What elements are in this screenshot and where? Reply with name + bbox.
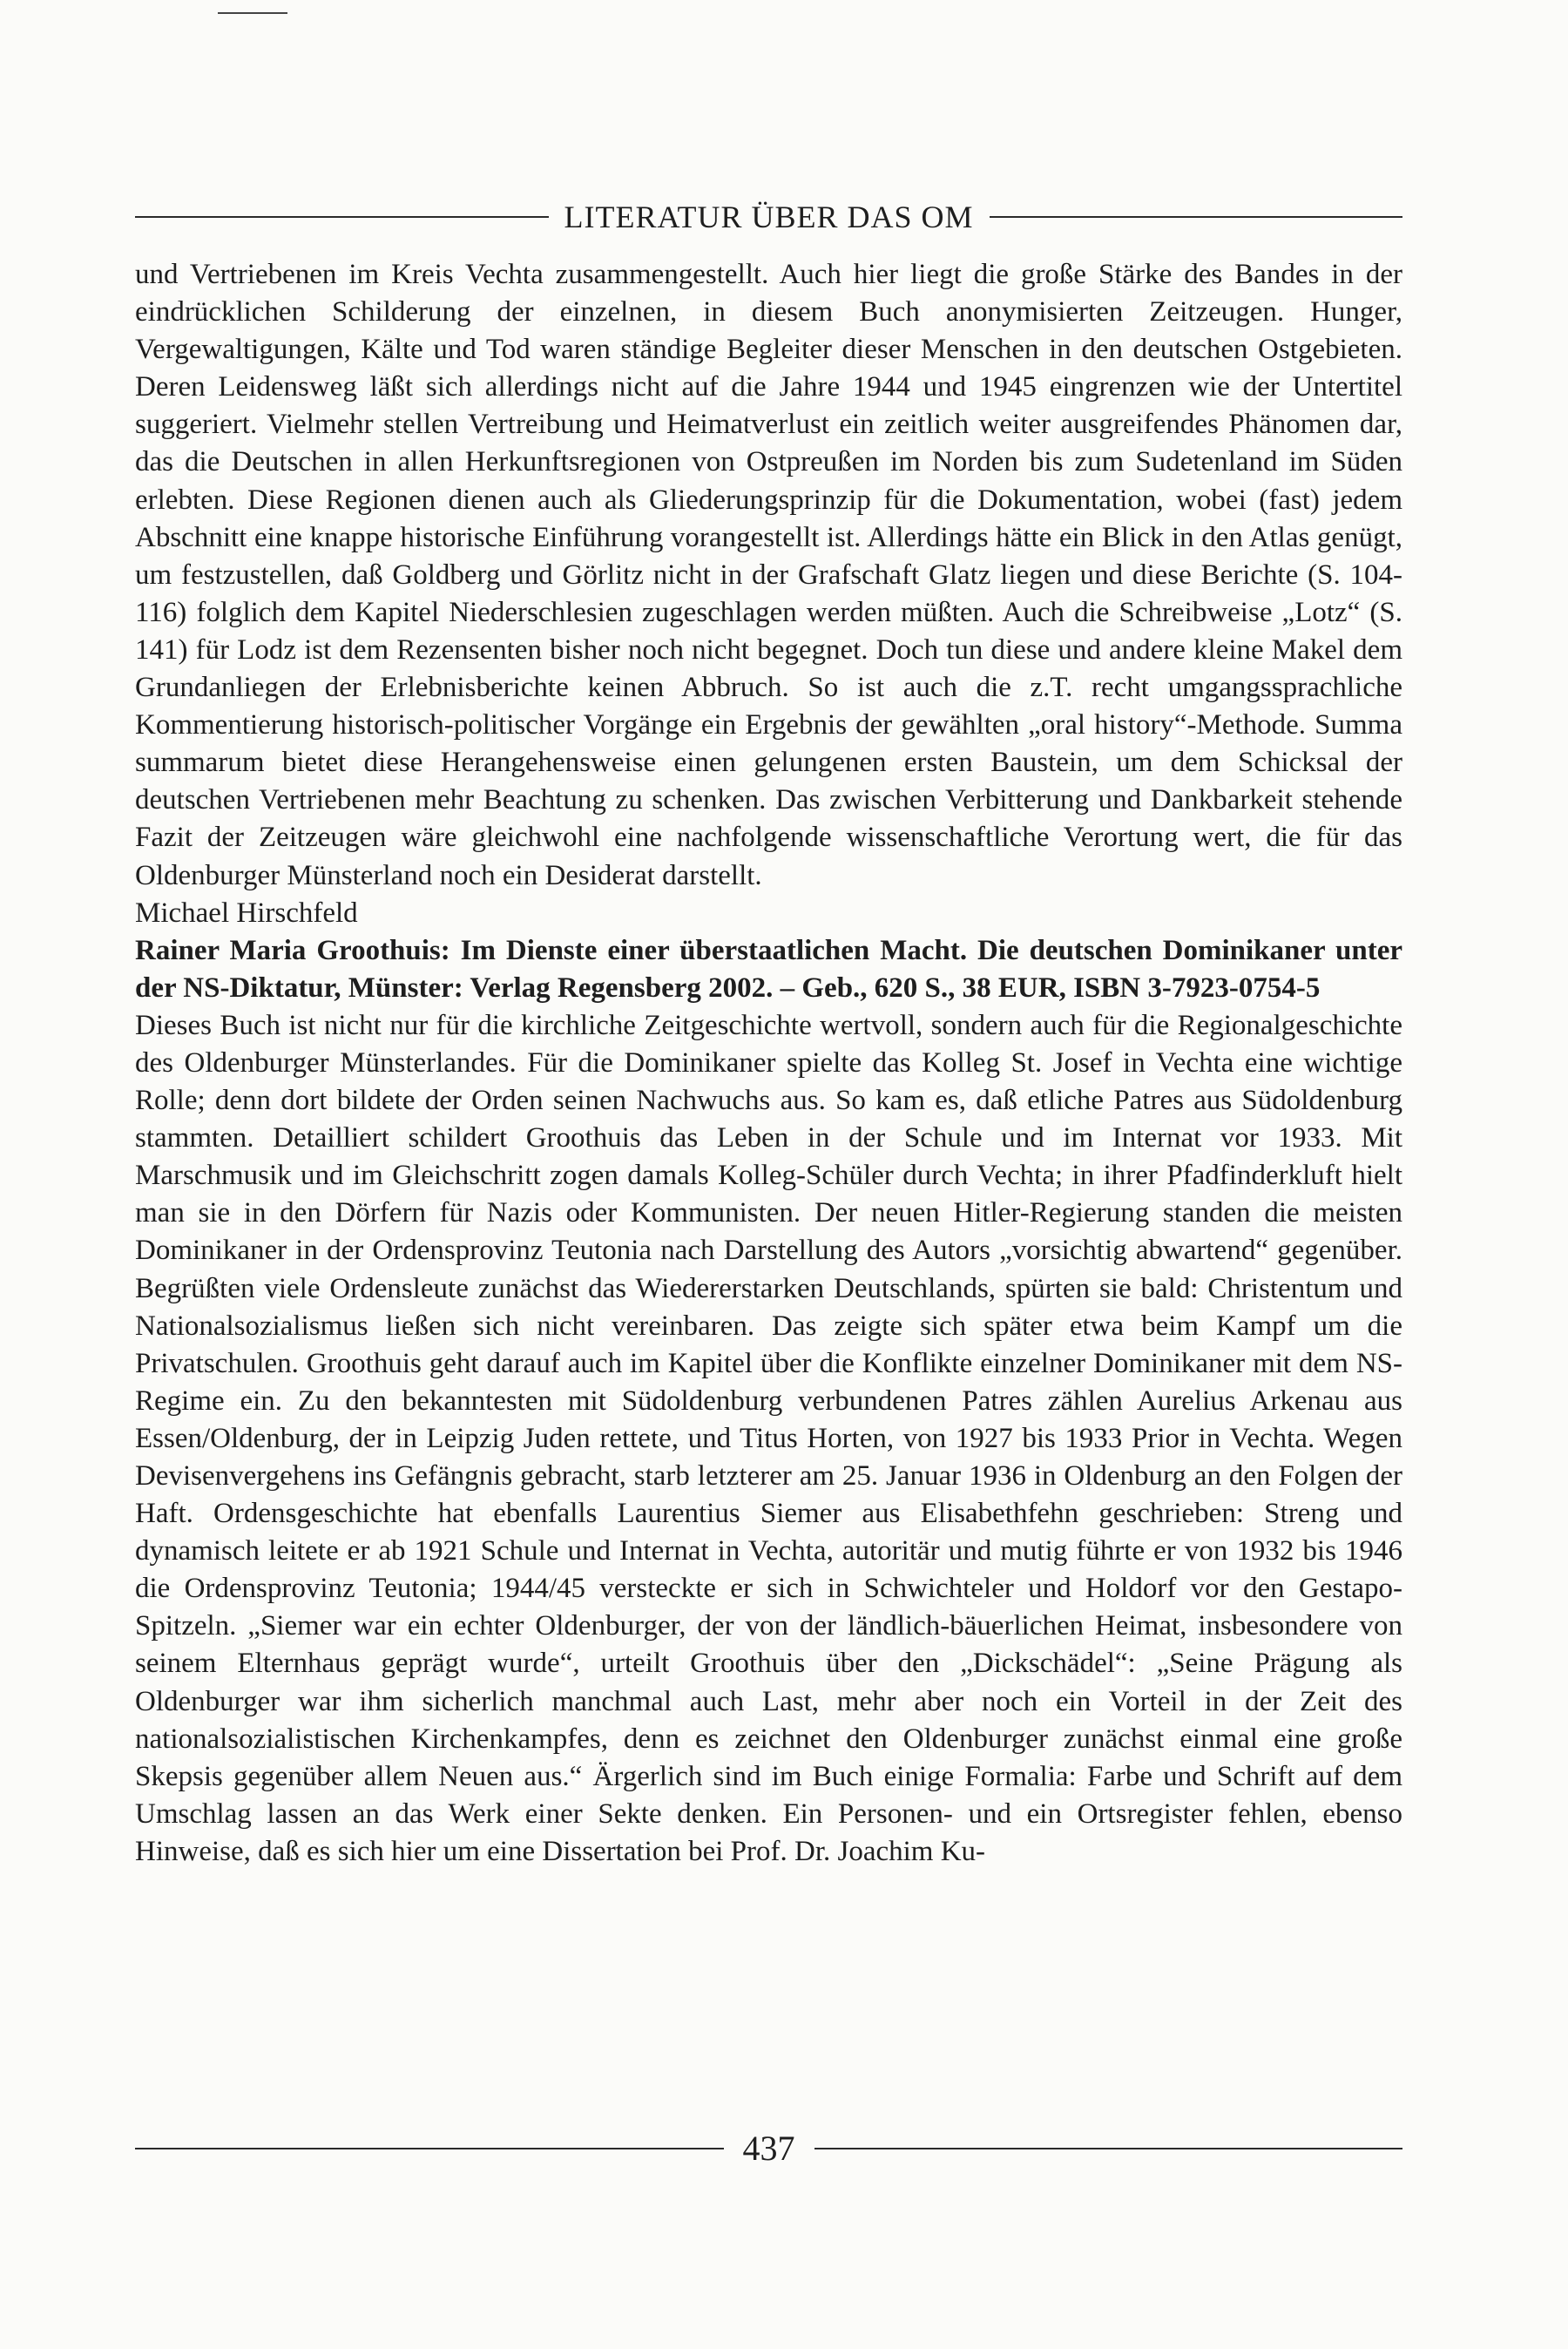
page-content [135, 256, 1402, 1871]
running-header-title: LITERATUR ÜBER DAS OM [564, 200, 974, 234]
page-footer [135, 2128, 1402, 2169]
page-number: 437 [742, 2129, 795, 2168]
top-edge-rule [218, 12, 287, 14]
footer-rule-right [814, 2148, 1403, 2149]
review-2-body: Dieses Buch ist nicht nur für die kirchliche Zeitgeschichte wertvoll, sondern auch für die Regionalgeschichte des Oldenburger Münsterlandes. Für die Dominikaner spielte das Kolleg St. Josef in Vechta eine wichtige Rolle; denn dort bildete der Orden seinen Nachwuchs aus. So kam es, daß etliche Patres aus Südoldenburg stammten. Detailliert schildert Groothuis das Leben in der Schule und im Internat vor 1933. Mit Marschmusik und im Gleichschritt zogen damals Kolleg-Schüler durch Vechta; in ihrer Pfadfinderkluft hielt man sie in den Dörfern für Nazis oder Kommunisten. Der neuen Hitler-Regierung standen die meisten Dominikaner in der Ordensprovinz Teutonia nach Darstellung des Autors „vorsichtig abwartend“ gegenüber. Begrüßten viele Ordensleute zunächst das Wiedererstarken Deutschlands, spürten sie bald: Christentum und Nationalsozialismus ließen sich nicht vereinbaren. Das zeigte sich später etwa beim Kampf um die Privatschulen. Groothuis geht darauf auch im Kapitel über die Konflikte einzelner Dominikaner mit dem NS-Regime ein. Zu den bekanntesten mit Südoldenburg verbundenen Patres zählen Aurelius Arkenau aus Essen/Oldenburg, der in Leipzig Juden rettete, und Titus Horten, von 1927 bis 1933 Prior in Vechta. Wegen Devisenvergehens ins Gefängnis gebracht, starb letzterer am 25. Januar 1936 in Oldenburg an den Folgen der Haft. Ordensgeschichte hat ebenfalls Laurentius Siemer aus Elisabethfehn geschrieben: Streng und dynamisch leitete er ab 1921 Schule und Internat in Vechta, autoritär und mutig führte er von 1932 bis 1946 die Ordensprovinz Teutonia; 1944/45 versteckte er sich in Schwichteler und Holdorf vor den Gestapo-Spitzeln. „Siemer war ein echter Oldenburger, der von der ländlich-bäuerlichen Heimat, insbesondere von seinem Elternhaus geprägt wurde“, urteilt Groothuis über den „Dickschädel“: „Seine Prägung als Oldenburger war ihm sicherlich manchmal auch Last, mehr aber noch ein Vorteil in der Zeit des nationalsozialistischen Kirchenkampfes, denn es zeichnet den Oldenburger zunächst einmal eine große Skepsis gegenüber allem Neuen aus.“ Ärgerlich sind im Buch einige Formalia: Farbe und Schrift auf dem Umschlag lassen an das Werk einer Sekte denken. Ein Personen- und ein Ortsregister fehlen, ebenso Hinweise, daß es sich hier um eine Dissertation bei Prof. Dr. Joachim Ku- [135, 1009, 1402, 1867]
running-header [135, 199, 1402, 235]
header-rule-right [990, 216, 1403, 218]
header-rule-left [135, 216, 549, 218]
review-1-author: Michael Hirschfeld [135, 897, 358, 929]
review-2-title: Rainer Maria Groothuis: Im Dienste einer überstaatlichen Macht. Die deutschen Dominikaner unter der NS-Diktatur, Münster: Verlag Regensberg 2002. – Geb., 620 S., 38 EUR, ISBN 3-7923-0754-5 [135, 934, 1402, 1004]
footer-rule-left [135, 2148, 724, 2149]
review-1-body: und Vertriebenen im Kreis Vechta zusammengestellt. Auch hier liegt die große Stärke des Bandes in der eindrücklichen Schilderung der einzelnen, in diesem Buch anonymisierten Zeitzeugen. Hunger, Vergewaltigungen, Kälte und Tod waren ständige Begleiter dieser Menschen in den deutschen Ostgebieten. Deren Leidensweg läßt sich allerdings nicht auf die Jahre 1944 und 1945 eingrenzen wie der Untertitel suggeriert. Vielmehr stellen Vertreibung und Heimatverlust ein zeitlich weiter ausgreifendes Phänomen dar, das die Deutschen in allen Herkunftsregionen von Ostpreußen im Norden bis zum Sudetenland im Süden erlebten. Diese Regionen dienen auch als Gliederungsprinzip für die Dokumentation, wobei (fast) jedem Abschnitt eine knappe historische Einführung vorangestellt ist. Allerdings hätte ein Blick in den Atlas genügt, um festzustellen, daß Goldberg und Görlitz nicht in der Grafschaft Glatz liegen und diese Berichte (S. 104-116) folglich dem Kapitel Niederschlesien zugeschlagen werden müßten. Auch die Schreibweise „Lotz“ (S. 141) für Lodz ist dem Rezensenten bisher noch nicht begegnet. Doch tun diese und andere kleine Makel dem Grundanliegen der Erlebnisberichte keinen Abbruch. So ist auch die z.T. recht umgangssprachliche Kommentierung historisch-politischer Vorgänge ein Ergebnis der gewählten „oral history“-Methode. Summa summarum bietet diese Herangehensweise einen gelungenen ersten Baustein, um dem Schicksal der deutschen Vertriebenen mehr Beachtung zu schenken. Das zwischen Verbitterung und Dankbarkeit stehende Fazit der Zeitzeugen wäre gleichwohl eine nachfolgende wissenschaftliche Verortung wert, die für das Oldenburger Münsterland noch ein Desiderat darstellt. [135, 259, 1402, 891]
